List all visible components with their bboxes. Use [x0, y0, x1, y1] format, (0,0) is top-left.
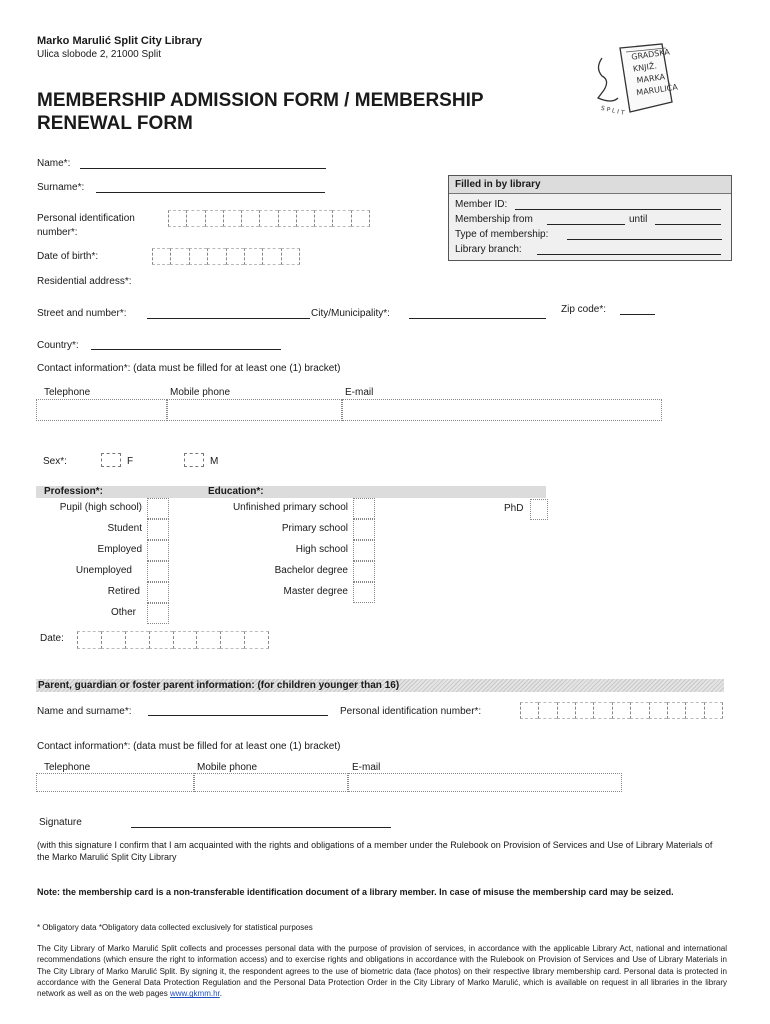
sex-f-label: F — [127, 456, 134, 467]
profession-item-retired: Retired — [107, 586, 140, 597]
education-item-primary: Primary school — [281, 523, 348, 534]
zip-label: Zip code*: — [561, 304, 607, 315]
profession-item-student: Student — [107, 523, 142, 534]
logo-text-3: MARKA — [636, 72, 666, 86]
dob-label: Date of birth*: — [37, 251, 99, 262]
until-label: until — [629, 214, 648, 225]
guardian-telephone-input[interactable] — [36, 773, 194, 792]
telephone-input[interactable] — [36, 399, 167, 421]
mobile-input[interactable] — [167, 399, 342, 421]
title-line-2: RENEWAL FORM — [37, 113, 193, 134]
telephone-label: Telephone — [44, 387, 91, 398]
library-name: Marko Marulić Split City Library — [37, 35, 203, 47]
membership-until-input[interactable] — [655, 224, 721, 225]
profession-checkbox-pupil[interactable] — [147, 498, 169, 519]
country-input[interactable] — [91, 349, 281, 350]
education-item-master: Master degree — [283, 586, 348, 597]
library-branch-input[interactable] — [537, 254, 721, 255]
membership-from-input[interactable] — [547, 224, 625, 225]
membership-type-input[interactable] — [567, 239, 722, 240]
privacy-text: The City Library of Marko Marulić Split collects and processes personal data with the purpose of provision of services, in accordance with the applicable Library Act, national and international recommendations (which ensure the right to information access) and to exercise rights and obligations in accordance with the Rulebook on Provision of Services and Use of Library Materials in The City Library of Marko Marulić Split. By signing it, the respondent agrees to the use of biometric data (face photos) on their respective library membership card. Personal data is protected in accordance with the General Data Protection Regulation and the Personal Data Protection Order in the City Library of Marko Marulić, which is available on request in all libraries in the library network as well as on the web pages — [37, 944, 727, 999]
guardian-contact-info-label: Contact information*: (data must be filled for at least one (1) bracket) — [37, 741, 341, 752]
privacy-notice — [37, 943, 727, 999]
member-id-input[interactable] — [515, 209, 721, 210]
logo-text-1: GRADSKA — [630, 47, 671, 62]
guardian-email-input[interactable] — [348, 773, 622, 792]
guardian-personal-id-label: Personal identification number*: — [340, 706, 482, 717]
website-link[interactable]: www.gkmm.hr — [169, 989, 220, 999]
profession-checkbox-retired[interactable] — [147, 582, 169, 603]
personal-id-label-line1: Personal identification — [37, 213, 135, 224]
membership-type-label: Type of membership: — [455, 229, 549, 240]
education-checkbox-master[interactable] — [353, 582, 375, 603]
zip-input[interactable] — [620, 314, 655, 315]
guardian-section-title: Parent, guardian or foster parent information: (for children younger than 16) — [38, 680, 400, 691]
sex-m-label: M — [210, 456, 219, 467]
education-title: Education*: — [208, 486, 264, 497]
guardian-mobile-input[interactable] — [194, 773, 348, 792]
education-checkbox-primary[interactable] — [353, 519, 375, 540]
signature-input[interactable] — [131, 827, 391, 828]
signature-note: (with this signature I confirm that I am acquainted with the rights and obligations of a member under the Rulebook on Provision of Services and Use of Library Materials of the Marko Marulić Split City Library — [37, 840, 713, 862]
email-label: E-mail — [345, 387, 374, 398]
city-input[interactable] — [409, 318, 546, 319]
personal-id-input[interactable] — [168, 210, 370, 227]
education-checkbox-bachelor[interactable] — [353, 561, 375, 582]
dob-input[interactable] — [152, 248, 300, 265]
sex-f-checkbox[interactable] — [101, 453, 121, 467]
personal-id-label — [37, 212, 135, 240]
mobile-label: Mobile phone — [170, 387, 231, 398]
education-checkbox-unfinished-primary[interactable] — [353, 498, 375, 519]
profession-checkbox-other[interactable] — [147, 603, 169, 624]
membership-card-note: Note: the membership card is a non-transferable identification document of a library member. In case of misuse the membership card may be seized. — [37, 887, 674, 897]
residential-address-label: Residential address*: — [37, 276, 132, 287]
education-item-high-school: High school — [295, 544, 348, 555]
profession-title: Profession*: — [44, 486, 103, 497]
profession-item-other: Other — [110, 607, 136, 618]
name-input[interactable] — [80, 168, 326, 169]
guardian-personal-id-input[interactable] — [520, 702, 723, 719]
library-logo — [590, 40, 680, 125]
title-line-1: MEMBERSHIP ADMISSION FORM / MEMBERSHIP — [37, 90, 484, 111]
street-label: Street and number*: — [37, 308, 127, 319]
guardian-name-label: Name and surname*: — [37, 706, 132, 717]
library-box — [448, 175, 732, 261]
profession-education-header-bar — [36, 486, 546, 498]
street-input[interactable] — [147, 318, 310, 319]
obligatory-data-note: * Obligatory data *Obligatory data collected exclusively for statistical purposes — [37, 923, 313, 932]
logo-text-4: MARULIĆA — [635, 82, 679, 98]
name-label: Name*: — [37, 158, 71, 169]
logo-text-2: KNJIŽ. — [632, 61, 658, 74]
guardian-email-label: E-mail — [352, 762, 381, 773]
library-address: Ulica slobode 2, 21000 Split — [37, 49, 161, 60]
city-label: City/Municipality*: — [311, 308, 390, 319]
surname-input[interactable] — [96, 192, 325, 193]
country-label: Country*: — [37, 340, 79, 351]
profession-item-employed: Employed — [97, 544, 142, 555]
date-input[interactable] — [77, 631, 269, 649]
contact-info-label: Contact information*: (data must be filled for at least one (1) bracket) — [37, 363, 341, 374]
profession-checkbox-employed[interactable] — [147, 540, 169, 561]
profession-item-unemployed: Unemployed — [75, 565, 132, 576]
date-label: Date: — [40, 633, 64, 644]
library-box-title: Filled in by library — [449, 176, 731, 194]
education-item-unfinished-primary: Unfinished primary school — [232, 502, 348, 513]
membership-from-label: Membership from — [455, 214, 533, 225]
guardian-mobile-label: Mobile phone — [197, 762, 258, 773]
logo-caption: S P L I T — [600, 104, 626, 117]
guardian-telephone-label: Telephone — [44, 762, 91, 773]
library-branch-label: Library branch: — [455, 244, 522, 255]
education-item-bachelor: Bachelor degree — [274, 565, 348, 576]
profession-checkbox-unemployed[interactable] — [147, 561, 169, 582]
surname-label: Surname*: — [37, 182, 85, 193]
privacy-period: . — [219, 989, 223, 999]
email-input[interactable] — [342, 399, 662, 421]
education-item-phd: PhD — [504, 503, 524, 514]
profession-item-pupil: Pupil (high school) — [59, 502, 142, 513]
personal-id-label-line2: number*: — [37, 227, 78, 238]
member-id-label: Member ID: — [455, 199, 508, 210]
guardian-name-input[interactable] — [148, 715, 328, 716]
education-checkbox-phd[interactable] — [530, 499, 548, 520]
sex-m-checkbox[interactable] — [184, 453, 204, 467]
sex-label: Sex*: — [43, 456, 67, 467]
signature-label: Signature — [39, 817, 82, 828]
page-title — [37, 89, 484, 135]
profession-checkbox-student[interactable] — [147, 519, 169, 540]
education-checkbox-high-school[interactable] — [353, 540, 375, 561]
